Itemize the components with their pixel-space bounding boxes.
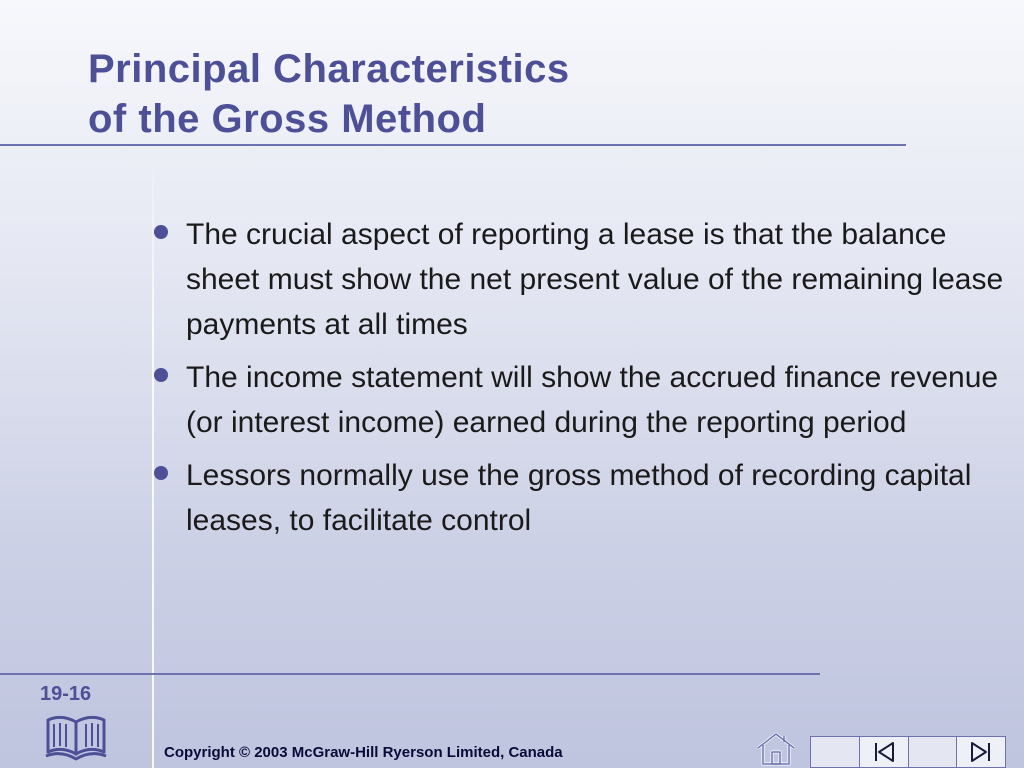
last-slide-icon (968, 741, 994, 763)
title-line-2: of the Gross Method (88, 97, 487, 141)
last-slide-button[interactable] (956, 737, 1005, 767)
bullet-item (150, 453, 1010, 543)
slide-title (88, 44, 570, 144)
open-book-icon (44, 712, 108, 764)
title-line-1: Principal Characteristics (88, 47, 570, 91)
first-slide-button[interactable] (859, 737, 908, 767)
nav-blank-left (811, 737, 859, 767)
first-slide-icon (871, 741, 897, 763)
nav-blank-middle (908, 737, 957, 767)
bullet-dot-icon (154, 466, 168, 480)
bullet-text: The crucial aspect of reporting a lease is that the balance sheet must show the net present value of the remaining lease payments at all times (186, 218, 1004, 341)
bullet-item (150, 355, 1010, 445)
bullet-list (150, 212, 1010, 551)
slide-number: 19-16 (40, 683, 92, 705)
title-divider (0, 144, 906, 146)
bullet-text: The income statement will show the accrued finance revenue (or interest income) earned during the reporting period (186, 361, 999, 439)
bullet-dot-icon (154, 368, 168, 382)
copyright-text: Copyright © 2003 McGraw-Hill Ryerson Limited, Canada (164, 744, 563, 761)
bullet-dot-icon (154, 225, 168, 239)
bullet-text: Lessors normally use the gross method of recording capital leases, to facilitate control (186, 459, 972, 537)
bullet-item (150, 212, 1010, 347)
navigation-bar (810, 736, 1006, 768)
home-icon[interactable] (752, 728, 800, 768)
footer-divider (0, 673, 820, 675)
